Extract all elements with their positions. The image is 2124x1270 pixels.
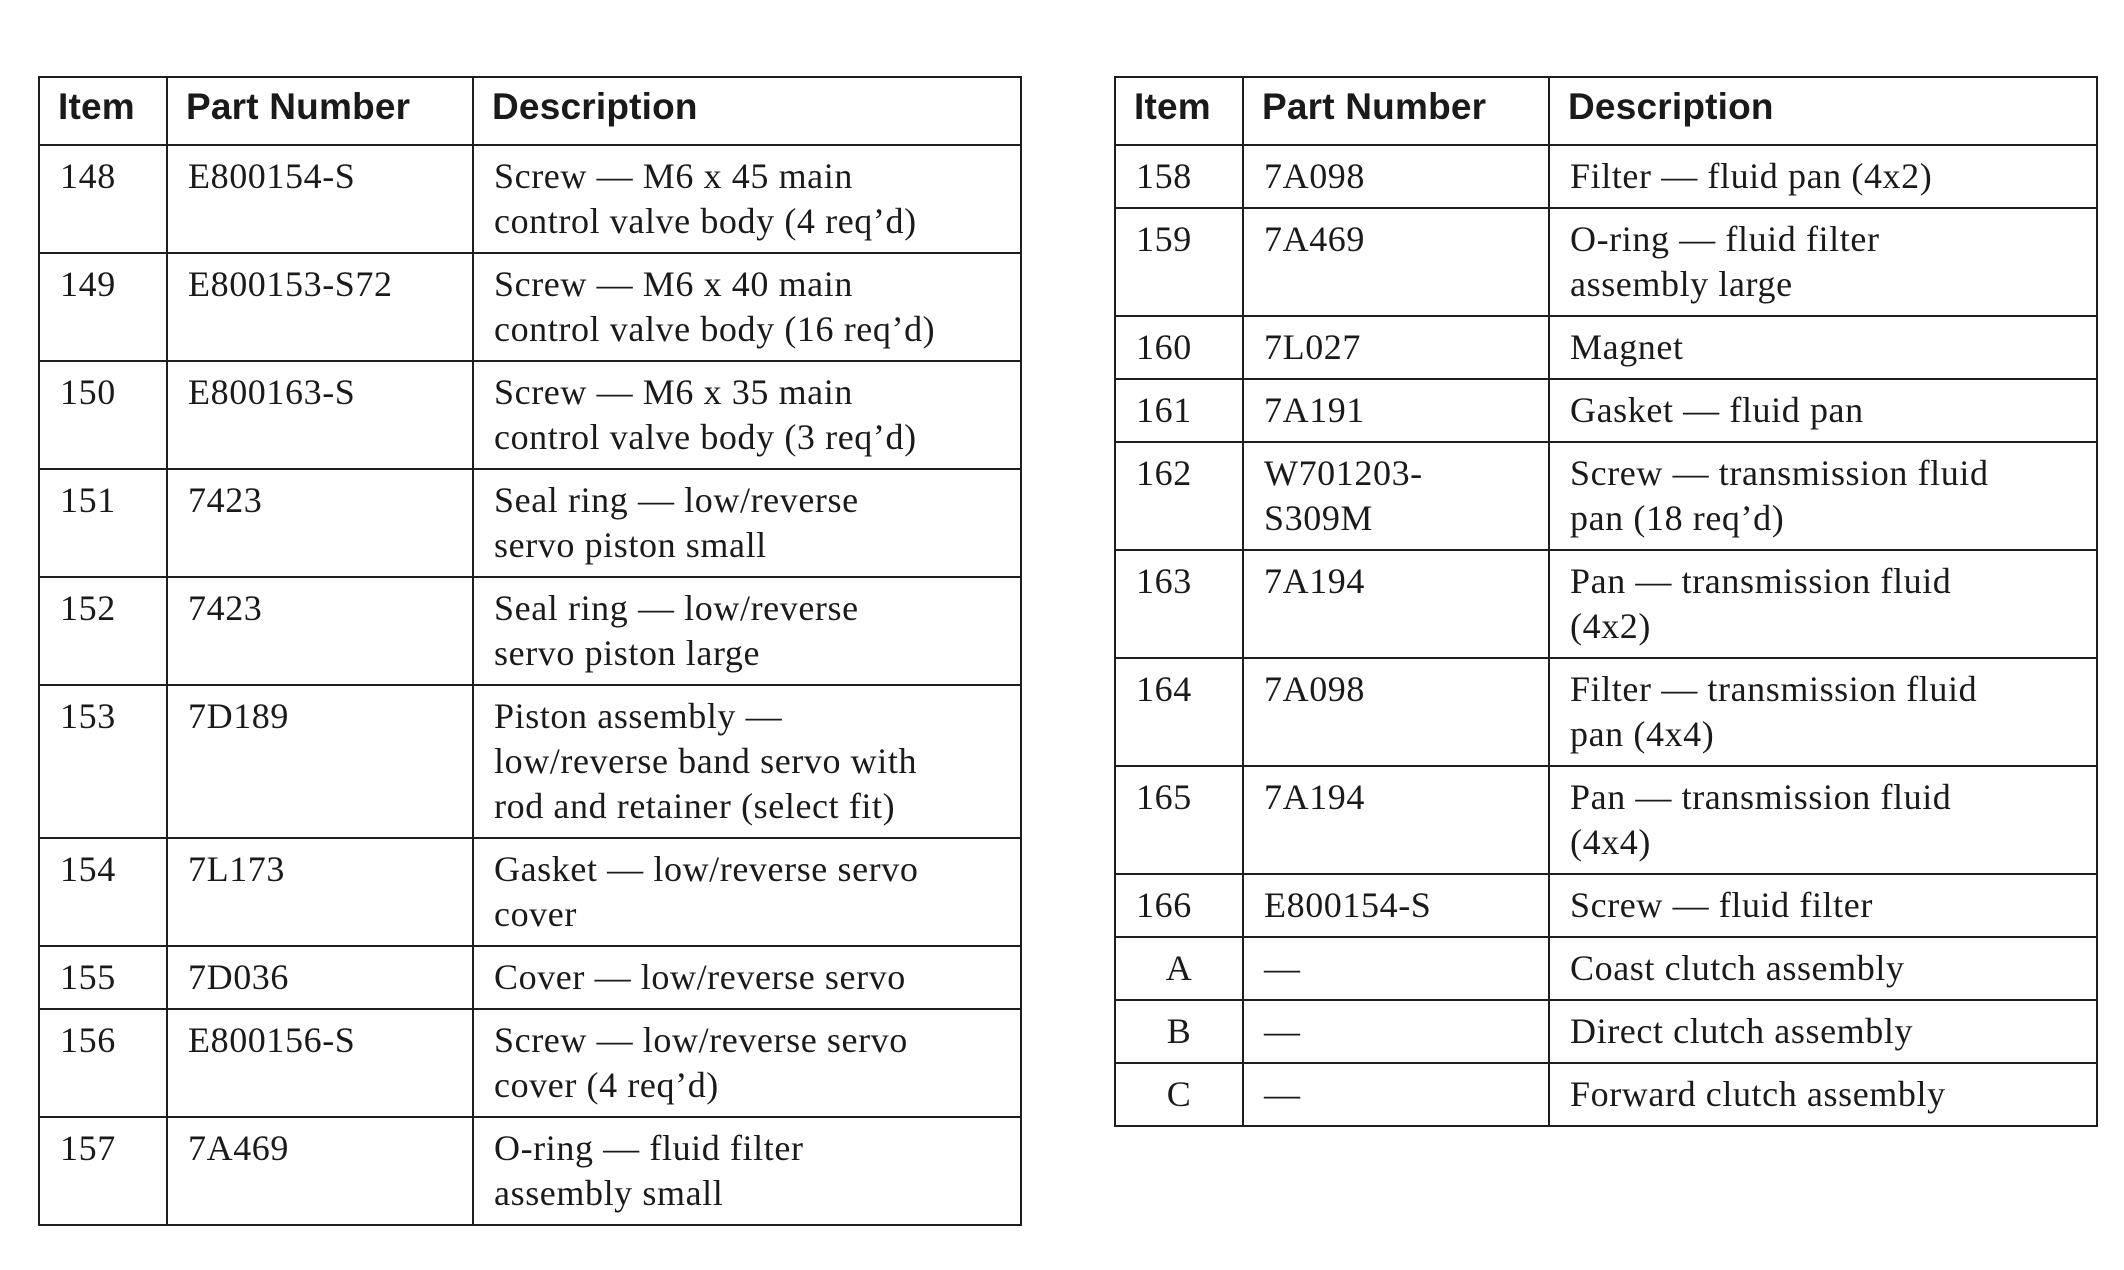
cell-item: C <box>1115 1063 1243 1126</box>
description-line: Forward clutch assembly <box>1570 1074 1946 1114</box>
description-line: pan (4x4) <box>1570 714 1715 754</box>
header-description: Description <box>1549 77 2097 145</box>
cell-part-number: 7A191 <box>1243 379 1549 442</box>
header-item: Item <box>39 77 167 145</box>
description-line: O-ring — fluid filter <box>494 1128 804 1168</box>
cell-item: 158 <box>1115 145 1243 208</box>
cell-description <box>473 946 1021 1009</box>
cell-part-number: — <box>1243 937 1549 1000</box>
cell-item: 148 <box>39 145 167 253</box>
cell-item: 154 <box>39 838 167 946</box>
description-line: pan (18 req’d) <box>1570 498 1785 538</box>
description-line: control valve body (3 req’d) <box>494 417 917 457</box>
description-line: cover <box>494 894 577 934</box>
description-line: Filter — fluid pan (4x2) <box>1570 156 1933 196</box>
parts-table-left-body <box>39 145 1021 1225</box>
cell-item: 162 <box>1115 442 1243 550</box>
header-description: Description <box>473 77 1021 145</box>
cell-item: 153 <box>39 685 167 838</box>
header-row <box>1115 77 2097 145</box>
description-line: Screw — transmission fluid <box>1570 453 1989 493</box>
parts-table-left <box>38 76 1022 1226</box>
table-row <box>39 577 1021 685</box>
table-row <box>39 145 1021 253</box>
cell-part-number: E800154-S <box>1243 874 1549 937</box>
cell-part-number: 7A469 <box>1243 208 1549 316</box>
cell-item: 165 <box>1115 766 1243 874</box>
description-line: Pan — transmission fluid <box>1570 561 1952 601</box>
header-part-number: Part Number <box>1243 77 1549 145</box>
description-line: Cover — low/reverse servo <box>494 957 906 997</box>
cell-item: 159 <box>1115 208 1243 316</box>
cell-part-number: 7423 <box>167 577 473 685</box>
cell-item: 161 <box>1115 379 1243 442</box>
cell-item: 149 <box>39 253 167 361</box>
description-line: Screw — fluid filter <box>1570 885 1873 925</box>
cell-part-number: 7D189 <box>167 685 473 838</box>
description-line: Filter — transmission fluid <box>1570 669 1978 709</box>
description-line: Screw — low/reverse servo <box>494 1020 908 1060</box>
cell-item: 163 <box>1115 550 1243 658</box>
cell-description <box>1549 442 2097 550</box>
cell-part-number: E800163-S <box>167 361 473 469</box>
description-line: Piston assembly — <box>494 696 783 736</box>
description-line: Magnet <box>1570 327 1684 367</box>
description-line: Seal ring — low/reverse <box>494 480 859 520</box>
cell-description <box>473 361 1021 469</box>
cell-item: 156 <box>39 1009 167 1117</box>
cell-description <box>473 253 1021 361</box>
cell-description <box>473 469 1021 577</box>
cell-part-number: 7A098 <box>1243 658 1549 766</box>
table-row <box>39 838 1021 946</box>
description-line: Seal ring — low/reverse <box>494 588 859 628</box>
header-part-number: Part Number <box>167 77 473 145</box>
cell-part-number: 7A194 <box>1243 550 1549 658</box>
description-line: Pan — transmission fluid <box>1570 777 1952 817</box>
table-row <box>1115 1063 2097 1126</box>
cell-item: 152 <box>39 577 167 685</box>
description-line: Screw — M6 x 40 main <box>494 264 853 304</box>
table-row <box>1115 145 2097 208</box>
table-row <box>1115 1000 2097 1063</box>
description-line: rod and retainer (select fit) <box>494 786 896 826</box>
header-row <box>39 77 1021 145</box>
description-line: servo piston large <box>494 633 761 673</box>
description-line: (4x4) <box>1570 822 1651 862</box>
cell-description <box>473 577 1021 685</box>
table-row <box>39 685 1021 838</box>
table-row <box>1115 379 2097 442</box>
table-row <box>1115 766 2097 874</box>
cell-part-number: 7L173 <box>167 838 473 946</box>
parts-table-right <box>1114 76 2098 1127</box>
description-line: servo piston small <box>494 525 767 565</box>
cell-part-number: 7L027 <box>1243 316 1549 379</box>
cell-description <box>1549 208 2097 316</box>
description-line: O-ring — fluid filter <box>1570 219 1880 259</box>
description-line: control valve body (4 req’d) <box>494 201 917 241</box>
description-line: assembly large <box>1570 264 1793 304</box>
cell-item: 151 <box>39 469 167 577</box>
table-row <box>39 946 1021 1009</box>
description-line: Gasket — fluid pan <box>1570 390 1864 430</box>
cell-item: 150 <box>39 361 167 469</box>
cell-part-number: 7423 <box>167 469 473 577</box>
table-row <box>1115 442 2097 550</box>
cell-item: A <box>1115 937 1243 1000</box>
cell-description <box>473 145 1021 253</box>
cell-description <box>1549 1063 2097 1126</box>
description-line: cover (4 req’d) <box>494 1065 719 1105</box>
cell-item: 155 <box>39 946 167 1009</box>
cell-description <box>1549 145 2097 208</box>
table-row <box>1115 937 2097 1000</box>
cell-part-number: — <box>1243 1063 1549 1126</box>
cell-description <box>1549 379 2097 442</box>
cell-part-number: 7A098 <box>1243 145 1549 208</box>
description-line: Coast clutch assembly <box>1570 948 1905 988</box>
table-row <box>39 253 1021 361</box>
cell-description <box>473 685 1021 838</box>
cell-item: 164 <box>1115 658 1243 766</box>
cell-description <box>473 838 1021 946</box>
table-row <box>39 1117 1021 1225</box>
table-row <box>1115 316 2097 379</box>
description-line: assembly small <box>494 1173 724 1213</box>
cell-description <box>473 1117 1021 1225</box>
cell-part-number: W701203- S309M <box>1243 442 1549 550</box>
description-line: low/reverse band servo with <box>494 741 918 781</box>
description-line: Gasket — low/reverse servo <box>494 849 919 889</box>
cell-part-number: 7D036 <box>167 946 473 1009</box>
cell-part-number: — <box>1243 1000 1549 1063</box>
cell-part-number: E800153-S72 <box>167 253 473 361</box>
cell-item: B <box>1115 1000 1243 1063</box>
table-row <box>1115 658 2097 766</box>
cell-part-number: 7A469 <box>167 1117 473 1225</box>
table-row <box>1115 550 2097 658</box>
cell-description <box>1549 658 2097 766</box>
table-row <box>39 469 1021 577</box>
cell-description <box>1549 1000 2097 1063</box>
cell-description <box>473 1009 1021 1117</box>
cell-description <box>1549 874 2097 937</box>
parts-table-right-body <box>1115 145 2097 1126</box>
cell-description <box>1549 766 2097 874</box>
description-line: (4x2) <box>1570 606 1651 646</box>
description-line: control valve body (16 req’d) <box>494 309 936 349</box>
cell-item: 157 <box>39 1117 167 1225</box>
cell-part-number: 7A194 <box>1243 766 1549 874</box>
table-row <box>39 1009 1021 1117</box>
cell-part-number: E800156-S <box>167 1009 473 1117</box>
cell-description <box>1549 550 2097 658</box>
cell-description <box>1549 316 2097 379</box>
header-item: Item <box>1115 77 1243 145</box>
cell-item: 166 <box>1115 874 1243 937</box>
cell-part-number: E800154-S <box>167 145 473 253</box>
cell-description <box>1549 937 2097 1000</box>
cell-item: 160 <box>1115 316 1243 379</box>
description-line: Screw — M6 x 35 main <box>494 372 853 412</box>
table-row <box>39 361 1021 469</box>
table-row <box>1115 208 2097 316</box>
description-line: Screw — M6 x 45 main <box>494 156 853 196</box>
description-line: Direct clutch assembly <box>1570 1011 1914 1051</box>
table-row <box>1115 874 2097 937</box>
